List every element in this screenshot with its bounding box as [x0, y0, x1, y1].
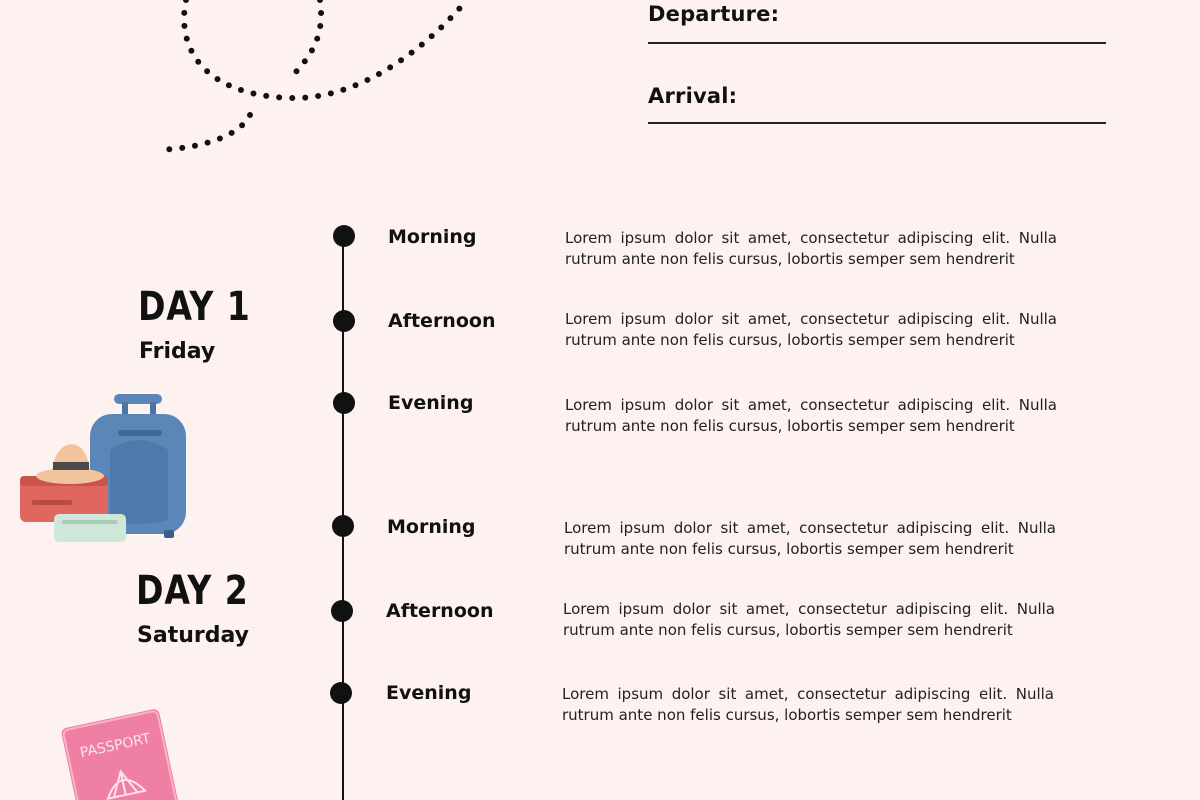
- day-2-weekday: Saturday: [137, 623, 249, 648]
- day-2-afternoon-text: Lorem ipsum dolor sit amet, consectetur adipiscing elit. Nulla rutrum ante non felis cursus, lobortis semper sem hendrerit: [563, 600, 1055, 639]
- passport-illustration-icon: [56, 698, 196, 800]
- day-1-afternoon-text: Lorem ipsum dolor sit amet, consectetur adipiscing elit. Nulla rutrum ante non felis cursus, lobortis semper sem hendrerit: [565, 310, 1057, 349]
- timeline-dot: [332, 515, 354, 537]
- day-1-weekday: Friday: [139, 339, 216, 364]
- dotted-path-decoration: [0, 0, 520, 170]
- luggage-illustration-icon: [18, 390, 190, 545]
- day-2-title: DAY 2: [136, 568, 249, 614]
- timeline-dot: [330, 682, 352, 704]
- day-2-morning-label: Morning: [387, 516, 476, 538]
- day-1-afternoon-label: Afternoon: [388, 310, 496, 332]
- day-2-afternoon-label: Afternoon: [386, 600, 494, 622]
- day-1-title: DAY 1: [138, 284, 251, 330]
- day-2-evening-text: Lorem ipsum dolor sit amet, consectetur adipiscing elit. Nulla rutrum ante non felis cursus, lobortis semper sem hendrerit: [562, 685, 1054, 724]
- timeline-dot: [333, 392, 355, 414]
- timeline-dot: [333, 310, 355, 332]
- departure-label: Departure:: [648, 2, 780, 26]
- day-2-morning-text: Lorem ipsum dolor sit amet, consectetur adipiscing elit. Nulla rutrum ante non felis cursus, lobortis semper sem hendrerit: [564, 519, 1056, 558]
- passport-text: PASSPORT: [78, 730, 152, 762]
- departure-line[interactable]: [648, 42, 1106, 44]
- day-1-evening-text: Lorem ipsum dolor sit amet, consectetur adipiscing elit. Nulla rutrum ante non felis cursus, lobortis semper sem hendrerit: [565, 396, 1057, 435]
- day-1-evening-label: Evening: [388, 392, 474, 414]
- arrival-label: Arrival:: [648, 84, 738, 108]
- day-2-evening-label: Evening: [386, 682, 472, 704]
- timeline-dot: [333, 225, 355, 247]
- arrival-line[interactable]: [648, 122, 1106, 124]
- timeline-dot: [331, 600, 353, 622]
- day-1-morning-label: Morning: [388, 226, 477, 248]
- day-1-morning-text: Lorem ipsum dolor sit amet, consectetur adipiscing elit. Nulla rutrum ante non felis cursus, lobortis semper sem hendrerit: [565, 229, 1057, 268]
